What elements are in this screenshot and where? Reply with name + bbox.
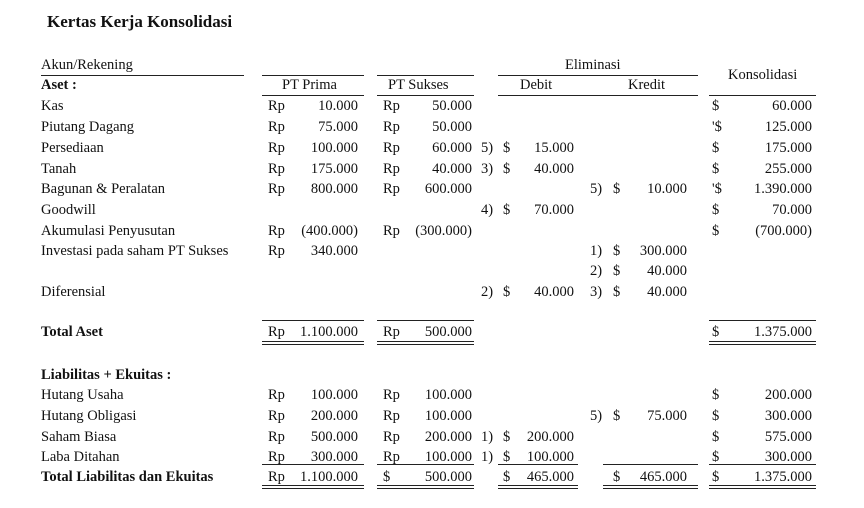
account-header: Akun/Rekening: [41, 57, 133, 73]
sukses-value: 500.000: [424, 324, 472, 340]
debit-ref: 1): [481, 449, 494, 465]
prima-value: 340.000: [310, 243, 358, 259]
konsolidasi-value: (700.000): [755, 223, 812, 239]
sukses-currency: Rp: [383, 429, 400, 445]
kredit-value: 10.000: [647, 181, 687, 197]
konsolidasi-value: 60.000: [772, 98, 812, 114]
sukses-currency: Rp: [383, 181, 400, 197]
debit-value: 100.000: [526, 449, 574, 465]
prima-liab-subtotal-line: [262, 464, 364, 465]
prima-value: 500.000: [310, 429, 358, 445]
prima-value: (400.000): [301, 223, 358, 239]
prima-value: 300.000: [310, 449, 358, 465]
pt-prima-header: PT Prima: [282, 77, 337, 93]
eliminasi-header: Eliminasi: [565, 57, 621, 73]
sukses-currency: Rp: [383, 119, 400, 135]
sukses-value: 40.000: [432, 161, 472, 177]
konsolidasi-subtotal-line: [709, 320, 816, 321]
konsolidasi-currency: $: [712, 223, 720, 239]
prima-currency: Rp: [268, 469, 285, 485]
sukses-subtotal-line: [377, 320, 474, 321]
konsolidasi-currency: $: [712, 449, 720, 465]
kredit-currency: $: [613, 243, 621, 259]
konsolidasi-currency: '$: [712, 119, 722, 135]
row-label: Tanah: [41, 161, 77, 177]
konsolidasi-currency: $: [712, 202, 720, 218]
debit-currency: $: [503, 429, 511, 445]
konsolidasi-value: 575.000: [764, 429, 812, 445]
konsolidasi-value: 70.000: [772, 202, 812, 218]
sukses-header-underline: [377, 95, 474, 96]
row-label: Total Liabilitas dan Ekuitas: [41, 469, 214, 485]
sukses-currency: Rp: [383, 161, 400, 177]
prima-currency: Rp: [268, 98, 285, 114]
prima-currency: Rp: [268, 429, 285, 445]
prima-currency: Rp: [268, 449, 285, 465]
row-label: Total Aset: [41, 324, 103, 340]
kredit-currency: $: [613, 408, 621, 424]
prima-currency: Rp: [268, 119, 285, 135]
konsolidasi-value: 1.375.000: [754, 469, 812, 485]
debit-total-double-line: [498, 485, 578, 489]
debit-currency: $: [503, 140, 511, 156]
sukses-currency: Rp: [383, 449, 400, 465]
row-label: Hutang Obligasi: [41, 408, 137, 424]
eliminasi-header-underline: [498, 75, 698, 76]
prima-value: 1.100.000: [300, 469, 358, 485]
debit-currency: $: [503, 161, 511, 177]
prima-value: 1.100.000: [300, 324, 358, 340]
pt-sukses-header: PT Sukses: [388, 77, 449, 93]
sukses-currency: Rp: [383, 324, 400, 340]
sukses-value: 60.000: [432, 140, 472, 156]
debit-value: 465.000: [526, 469, 574, 485]
sukses-liab-double-line: [377, 485, 474, 489]
debit-value: 70.000: [534, 202, 574, 218]
row-label: Akumulasi Penyusutan: [41, 223, 176, 239]
sukses-total-double-line: [377, 341, 474, 345]
prima-value: 200.000: [310, 408, 358, 424]
konsolidasi-currency: $: [712, 429, 720, 445]
prima-currency: Rp: [268, 243, 285, 259]
konsolidasi-currency: $: [712, 98, 720, 114]
konsolidasi-currency: '$: [712, 181, 722, 197]
page-title: Kertas Kerja Konsolidasi: [47, 12, 233, 31]
prima-currency: Rp: [268, 223, 285, 239]
sukses-currency: $: [383, 469, 391, 485]
konsolidasi-value: 125.000: [764, 119, 812, 135]
sukses-value: (300.000): [415, 223, 472, 239]
kredit-value: 75.000: [647, 408, 687, 424]
sukses-currency: Rp: [383, 408, 400, 424]
prima-currency: Rp: [268, 408, 285, 424]
debit-kredit-header-underline: [498, 95, 698, 96]
prima-currency: Rp: [268, 181, 285, 197]
assets-heading: Aset :: [41, 77, 77, 93]
konsolidasi-currency: $: [712, 408, 720, 424]
row-label: Laba Ditahan: [41, 449, 120, 465]
prima-total-double-line: [262, 341, 364, 345]
konsolidasi-value: 1.390.000: [754, 181, 812, 197]
prima-value: 800.000: [310, 181, 358, 197]
sukses-value: 200.000: [424, 429, 472, 445]
kredit-total-double-line: [603, 485, 698, 489]
prima-currency: Rp: [268, 161, 285, 177]
debit-currency: $: [503, 449, 511, 465]
kredit-currency: $: [613, 263, 621, 279]
konsolidasi-value: 175.000: [764, 140, 812, 156]
debit-header: Debit: [520, 77, 553, 93]
prima-value: 10.000: [318, 98, 358, 114]
prima-value: 75.000: [318, 119, 358, 135]
sukses-currency: Rp: [383, 140, 400, 156]
sukses-value: 500.000: [424, 469, 472, 485]
kredit-currency: $: [613, 284, 621, 300]
kredit-ref: 2): [590, 263, 603, 279]
sukses-value: 100.000: [424, 387, 472, 403]
kredit-value: 40.000: [647, 284, 687, 300]
prima-value: 100.000: [310, 387, 358, 403]
sukses-value: 50.000: [432, 119, 472, 135]
kredit-value: 300.000: [639, 243, 687, 259]
sukses-currency: Rp: [383, 98, 400, 114]
debit-ref: 5): [481, 140, 494, 156]
konsolidasi-header: Konsolidasi: [728, 67, 798, 83]
debit-currency: $: [503, 202, 511, 218]
row-label: Hutang Usaha: [41, 387, 124, 403]
kredit-currency: $: [613, 181, 621, 197]
sukses-header-overline: [377, 75, 474, 76]
konsolidasi-value: 300.000: [764, 449, 812, 465]
row-label: Goodwill: [41, 202, 96, 218]
kredit-currency: $: [613, 469, 621, 485]
prima-currency: Rp: [268, 140, 285, 156]
debit-currency: $: [503, 284, 511, 300]
konsolidasi-total-double-line: [709, 341, 816, 345]
debit-ref: 1): [481, 429, 494, 445]
prima-header-underline: [262, 95, 364, 96]
kredit-ref: 5): [590, 408, 603, 424]
account-header-underline: [41, 75, 244, 76]
debit-ref: 2): [481, 284, 494, 300]
row-label: Diferensial: [41, 284, 106, 300]
debit-subtotal-line: [498, 464, 578, 465]
kredit-ref: 3): [590, 284, 603, 300]
row-label: Piutang Dagang: [41, 119, 135, 135]
kredit-subtotal-line: [603, 464, 698, 465]
debit-value: 15.000: [534, 140, 574, 156]
prima-subtotal-line: [262, 320, 364, 321]
konsolidasi-liab-double-line: [709, 485, 816, 489]
kredit-value: 40.000: [647, 263, 687, 279]
konsolidasi-currency: $: [712, 140, 720, 156]
sukses-value: 600.000: [424, 181, 472, 197]
debit-value: 200.000: [526, 429, 574, 445]
debit-value: 40.000: [534, 284, 574, 300]
konsolidasi-value: 255.000: [764, 161, 812, 177]
konsolidasi-value: 1.375.000: [754, 324, 812, 340]
kredit-header: Kredit: [628, 77, 666, 93]
prima-value: 175.000: [310, 161, 358, 177]
sukses-currency: Rp: [383, 387, 400, 403]
sukses-currency: Rp: [383, 223, 400, 239]
kredit-value: 465.000: [639, 469, 687, 485]
debit-value: 40.000: [534, 161, 574, 177]
sukses-liab-subtotal-line: [377, 464, 474, 465]
row-label: Liabilitas + Ekuitas :: [41, 367, 172, 383]
konsolidasi-value: 300.000: [764, 408, 812, 424]
row-label: Investasi pada saham PT Sukses: [41, 243, 229, 259]
prima-value: 100.000: [310, 140, 358, 156]
prima-header-overline: [262, 75, 364, 76]
row-label: Persediaan: [41, 140, 104, 156]
prima-currency: Rp: [268, 387, 285, 403]
sukses-value: 100.000: [424, 408, 472, 424]
row-label: Kas: [41, 98, 64, 114]
row-label: Bagunan & Peralatan: [41, 181, 166, 197]
kredit-ref: 1): [590, 243, 603, 259]
konsolidasi-currency: $: [712, 161, 720, 177]
konsolidasi-currency: $: [712, 387, 720, 403]
debit-ref: 4): [481, 202, 494, 218]
konsolidasi-header-underline: [709, 95, 816, 96]
konsolidasi-value: 200.000: [764, 387, 812, 403]
debit-currency: $: [503, 469, 511, 485]
kredit-ref: 5): [590, 181, 603, 197]
row-label: Saham Biasa: [41, 429, 117, 445]
debit-ref: 3): [481, 161, 494, 177]
prima-liab-double-line: [262, 485, 364, 489]
konsolidasi-currency: $: [712, 324, 720, 340]
konsolidasi-currency: $: [712, 469, 720, 485]
sukses-value: 50.000: [432, 98, 472, 114]
sukses-value: 100.000: [424, 449, 472, 465]
konsolidasi-liab-subtotal-line: [709, 464, 816, 465]
prima-currency: Rp: [268, 324, 285, 340]
